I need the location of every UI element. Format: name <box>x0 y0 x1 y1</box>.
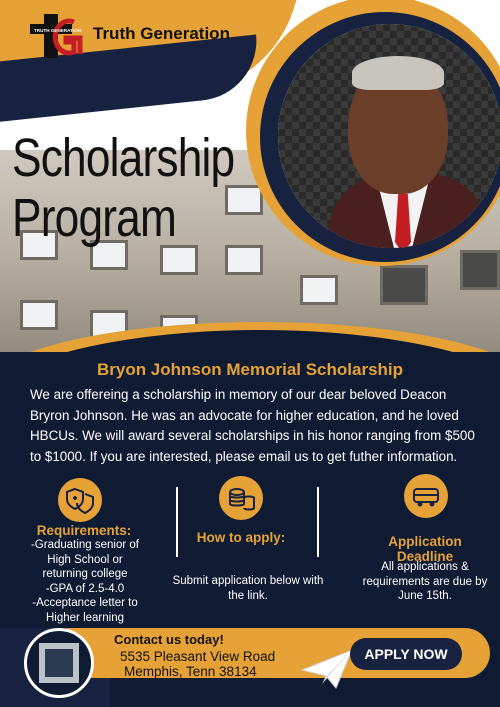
building-window <box>20 300 58 330</box>
scholarship-heading: Bryon Johnson Memorial Scholarship <box>96 360 404 379</box>
truth-generation-logo <box>28 12 84 60</box>
apply-now-button[interactable]: APPLY NOW <box>350 638 462 670</box>
logo-text: TRUTH GENERATION <box>34 28 82 33</box>
scholarship-description: We are offereing a scholarship in memory of our dear beloved Deacon Bryron Johnson. He was an advocate for higher education, and he loved HBCUs. We will award several scholarships in his honor ranging from $500 to $1000. If you are interested, please email us to get futher information. <box>30 387 475 464</box>
brand-name: Truth Generation <box>93 24 230 43</box>
bus-icon <box>404 474 448 518</box>
how-to-apply-text: Submit application below with the link. <box>172 575 324 602</box>
address-line-2: Memphis, Tenn 38134 <box>124 664 257 679</box>
contact-image <box>24 628 94 698</box>
column-divider <box>317 487 319 557</box>
requirements-heading: Requirements: <box>36 523 132 538</box>
address-line-1: 5535 Pleasant View Road <box>120 649 276 664</box>
building-window <box>460 250 500 290</box>
requirement-item: -Graduating senior of High School or returning college <box>30 539 140 580</box>
contact-address <box>120 649 275 679</box>
deadline-heading: Application Deadline <box>388 534 462 564</box>
requirements-list <box>30 538 140 625</box>
title-line-1: Scholarship <box>12 128 235 188</box>
building-window <box>225 245 263 275</box>
shield-icon <box>58 478 102 522</box>
paper-plane-icon <box>300 648 354 692</box>
column-divider <box>176 487 178 557</box>
page-title <box>12 128 234 248</box>
requirement-item: -GPA of 2.5-4.0 <box>45 582 125 595</box>
title-line-2: Program <box>12 188 177 248</box>
how-to-apply-heading: How to apply: <box>196 530 286 545</box>
deadline-text: All applications & requirements are due by June 15th. <box>362 561 488 602</box>
coins-icon <box>219 476 263 520</box>
portrait-photo <box>278 24 500 248</box>
contact-title: Contact us today! <box>114 632 224 647</box>
building-window <box>380 265 428 305</box>
building-window <box>160 245 198 275</box>
building-window <box>300 275 338 305</box>
requirement-item: -Acceptance letter to Higher learning <box>32 597 138 624</box>
